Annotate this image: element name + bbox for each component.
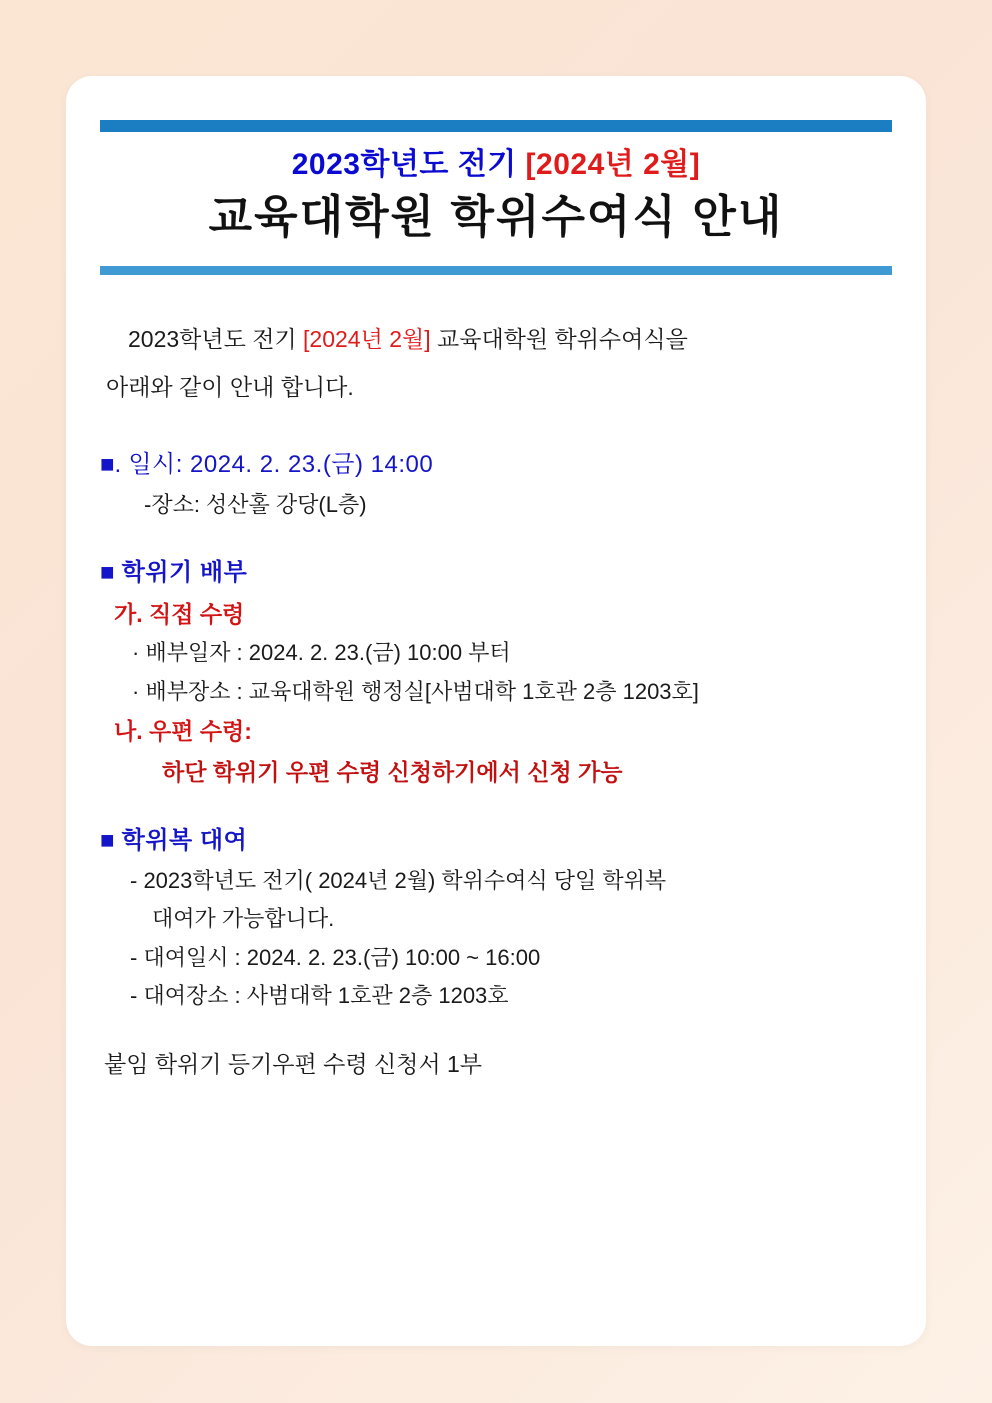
top-divider (100, 120, 892, 132)
intro-paragraph (100, 319, 892, 359)
square-bullet-icon: ■ (100, 559, 115, 586)
page-title: 교육대학원 학위수여식 안내 (208, 190, 784, 242)
schedule-datetime: 일시: 2024. 2. 23.(금) 14:00 (121, 450, 434, 478)
notice-content (100, 120, 892, 1084)
spacer-1 (100, 416, 892, 444)
gown-availability-cont: 대여가 가능합니다. (152, 906, 335, 932)
spacer-3 (100, 792, 892, 820)
spacer-4 (100, 1016, 892, 1044)
title-line-1 (100, 146, 892, 184)
diploma-pickup-date: · 배부일자 : 2024. 2. 23.(금) 10:00 부터 (132, 640, 511, 666)
diploma-heading (100, 552, 892, 594)
intro-paragraph-line2: 아래와 같이 안내 합니다. (106, 374, 354, 401)
bottom-divider (100, 266, 892, 275)
intro-text-part2: 교육대학원 학위수여식을 (430, 326, 688, 352)
gown-availability: - 2023학년도 전기( 2024년 2월) 학위수여식 당일 학위복 (130, 867, 667, 893)
spacer-2 (100, 524, 892, 552)
gown-heading-label: 학위복 대여 (114, 826, 248, 854)
notice-body (100, 319, 892, 1084)
intro-date-highlight: [2024년 2월] (303, 326, 431, 352)
square-bullet-icon: ■. (100, 450, 122, 478)
intro-text-part1: 2023학년도 전기 (128, 326, 304, 352)
gown-section (100, 820, 892, 1016)
attachment-note: 붙임 학위기 등기우편 수령 신청서 1부 (104, 1050, 483, 1077)
title-date-highlight: [2024년 2월] (525, 148, 701, 181)
diploma-section (100, 552, 892, 792)
diploma-mail-label: 나. 우편 수령: (114, 718, 252, 745)
diploma-mail-detail: 하단 학위기 우편 수령 신청하기에서 신청 가능 (162, 758, 623, 785)
gown-heading (100, 820, 892, 862)
notice-card (66, 76, 926, 1346)
title-term-label: 2023학년도 전기 (291, 148, 526, 181)
diploma-heading-label: 학위기 배부 (114, 559, 248, 586)
gown-rental-time: - 대여일시 : 2024. 2. 23.(금) 10:00 ~ 16:00 (130, 944, 541, 970)
square-bullet-icon: ■ (100, 826, 115, 854)
schedule-place: -장소: 성산홀 강당(L층) (144, 491, 367, 517)
gown-rental-place: - 대여장소 : 사범대학 1호관 2층 1203호 (130, 983, 509, 1009)
diploma-pickup-label: 가. 직접 수령 (114, 601, 245, 627)
diploma-pickup-place: · 배부장소 : 교육대학원 행정실[사범대학 1호관 2층 1203호] (132, 678, 699, 704)
schedule-section (100, 444, 892, 525)
schedule-heading (100, 444, 892, 486)
title-block (100, 132, 892, 254)
